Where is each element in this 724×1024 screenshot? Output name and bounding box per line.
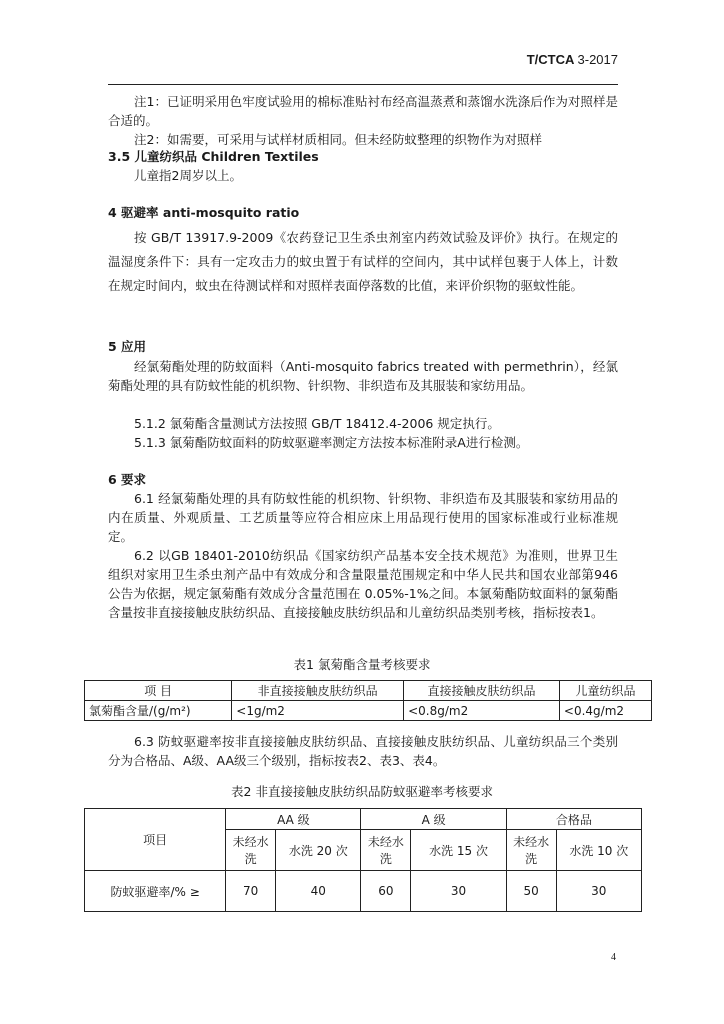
- table-2-item-header: 项目: [85, 809, 226, 871]
- table-1-cell: <0.4g/m2: [559, 701, 651, 721]
- standard-code: T/CTCA: [526, 52, 574, 67]
- para-6-1: 6.1 经氯菊酯处理的具有防蚊性能的机织物、针织物、非织造布及其服装和家纺用品的内在质量、外观质量、工艺质量等应符合相应床上用品现行使用的国家标准或行业标准规定。: [108, 491, 618, 544]
- table-2-subheader: 水洗 15 次: [411, 830, 507, 871]
- table-1-cell: <1g/m2: [232, 701, 404, 721]
- table-2-cell: 30: [556, 871, 641, 912]
- note-1: 注1：已证明采用色牢度试验用的棉标准贴衬布经高温蒸煮和蒸馏水洗涤后作为对照样是合适的。: [108, 94, 618, 128]
- table-2-cell: 70: [226, 871, 276, 912]
- page-number: 4: [611, 952, 616, 963]
- item-5-1-3: 5.1.3 氯菊酯防蚊面料的防蚊驱避率测定方法按本标准附录A进行检测。: [134, 435, 529, 450]
- section-6-heading: 6 要求: [108, 472, 147, 487]
- table-2-grade: AA 级: [226, 809, 361, 830]
- table-2-subheader: 未经水洗: [226, 830, 276, 871]
- para-6-3: 6.3 防蚊驱避率按非直接接触皮肤纺织品、直接接触皮肤纺织品、儿童纺织品三个类别分为合格品、A级、AA级三个级别，指标按表2、表3、表4。: [108, 734, 618, 768]
- item-5-1-2: 5.1.2 氯菊酯含量测试方法按照 GB/T 18412.4-2006 规定执行。: [134, 416, 500, 431]
- table-2-cell: 40: [276, 871, 361, 912]
- table-2-cell: 60: [361, 871, 411, 912]
- table-2-subheader: 未经水洗: [361, 830, 411, 871]
- section-5-heading: 5 应用: [108, 339, 147, 354]
- table-1-cell: 氯菊酯含量/(g/m²): [85, 701, 232, 721]
- table-2-grade: 合格品: [506, 809, 641, 830]
- table-2-row-label: 防蚊驱避率/% ≥: [85, 871, 226, 912]
- table-2-cell: 50: [506, 871, 556, 912]
- table-2-cell: 30: [411, 871, 507, 912]
- table-1-cell: <0.8g/m2: [404, 701, 560, 721]
- table-1-header: 儿童纺织品: [559, 681, 651, 701]
- table-row: [85, 871, 642, 912]
- table-1-caption: 表1 氯菊酯含量考核要求: [293, 657, 431, 672]
- table-2-grade-row: [85, 809, 642, 830]
- section-4-text: 按 GB/T 13917.9-2009《农药登记卫生杀虫剂室内药效试验及评价》执行。在规定的温湿度条件下：具有一定攻击力的蚊虫置于有试样的空间内，其中试样包裹于人体上，计数在规定时间内，蚊虫在待测试样和对照样表面停落数的比值，来评价织物的驱蚊性能。: [108, 230, 618, 293]
- para-6-2: 6.2 以GB 18401-2010纺织品《国家纺织产品基本安全技术规范》为准则，世界卫生组织对家用卫生杀虫剂产品中有效成分和含量限量范围规定和中华人民共和国农业部第946公告为依据，规定氯菊酯有效成分含量范围在 0.05%-1%之间。本氯菊酯防蚊面料的氯菊酯含量按非直接接触皮肤纺织品、直接接触皮肤纺织品和儿童纺织品类别考核，指标按表1。: [108, 548, 618, 620]
- section-4-heading: 4 驱避率 anti-mosquito ratio: [108, 205, 300, 220]
- header-rule: [108, 84, 618, 85]
- note-2: 注2：如需要，可采用与试样材质相同。但未经防蚊整理的织物作为对照样: [134, 132, 542, 147]
- table-2-subheader: 水洗 10 次: [556, 830, 641, 871]
- table-2-subheader: 水洗 20 次: [276, 830, 361, 871]
- section-5-text: 经氯菊酯处理的防蚊面料（Anti-mosquito fabrics treated with permethrin），经氯菊酯处理的具有防蚊性能的机织物、针织物、非织造布及其服装和家纺用品。: [108, 359, 618, 393]
- standard-header: [527, 52, 618, 67]
- standard-year: 3-2017: [577, 52, 618, 67]
- table-1-header-row: [85, 681, 652, 701]
- table-row: [85, 701, 652, 721]
- table-2-subheader: 未经水洗: [506, 830, 556, 871]
- table-1-header: 直接接触皮肤纺织品: [404, 681, 560, 701]
- table-1-header: 非直接接触皮肤纺织品: [232, 681, 404, 701]
- table-2-caption: 表2 非直接接触皮肤纺织品防蚊驱避率考核要求: [231, 784, 493, 799]
- table-2-grade: A 级: [361, 809, 506, 830]
- section-3-5-text: 儿童指2周岁以上。: [134, 168, 242, 183]
- table-1-header: 项 目: [85, 681, 232, 701]
- table-2: [84, 808, 642, 912]
- table-1: [84, 680, 652, 721]
- section-3-5-heading: 3.5 儿童纺织品 Children Textiles: [108, 149, 319, 164]
